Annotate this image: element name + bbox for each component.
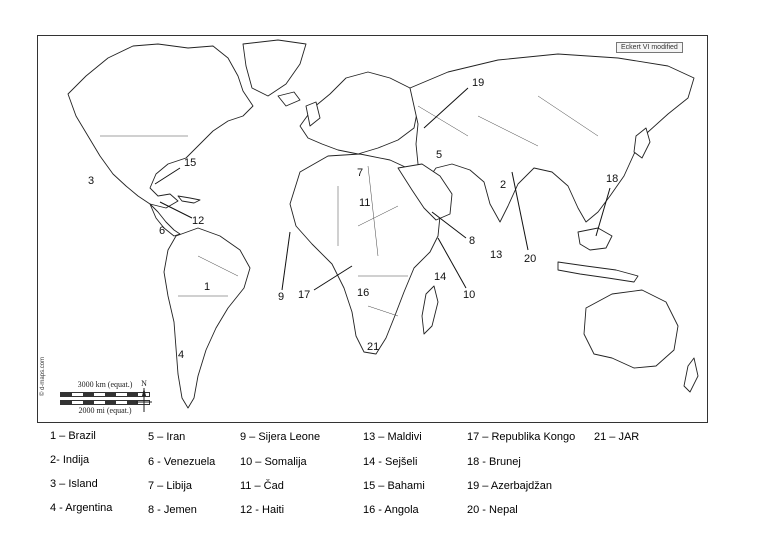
legend-item: 5 – Iran <box>148 431 186 443</box>
legend-item: 9 – Sijera Leone <box>240 431 321 443</box>
legend-item: 7 – Libija <box>148 480 193 492</box>
marker-15: 15 <box>184 157 197 169</box>
arrow-17 <box>314 266 352 290</box>
marker-4: 4 <box>178 349 185 361</box>
arrow-19 <box>424 88 468 128</box>
marker-12: 12 <box>192 215 205 227</box>
legend-item: 17 – Republika Kongo <box>467 431 576 443</box>
map-credit: © d-maps.com <box>40 356 46 396</box>
legend-item: 12 - Haiti <box>240 504 285 516</box>
marker-11: 11 <box>359 197 371 209</box>
legend-item: 18 - Brunej <box>467 456 521 468</box>
arrow-20 <box>512 172 528 250</box>
marker-10: 10 <box>463 289 476 301</box>
scale-mi-label: 2000 mi (equat.) <box>78 406 132 415</box>
legend-item: 10 – Somalija <box>240 456 307 468</box>
legend-item: 2- Indija <box>50 454 90 466</box>
legend-item: 11 – Čad <box>240 480 284 492</box>
legend-item: 16 - Angola <box>363 504 419 516</box>
marker-18: 18 <box>606 173 619 185</box>
marker-8: 8 <box>469 235 476 247</box>
arrow-9 <box>282 232 290 290</box>
legend-item: 20 - Nepal <box>467 504 518 516</box>
marker-19: 19 <box>472 77 485 89</box>
arrow-18 <box>596 188 610 236</box>
marker-1: 1 <box>204 281 211 293</box>
scale-km-label: 3000 km (equat.) <box>77 380 133 389</box>
marker-21: 21 <box>367 341 380 353</box>
legend-item: 1 – Brazil <box>50 430 96 442</box>
legend-item: 13 – Maldivi <box>363 431 422 443</box>
projection-badge: Eckert VI modified <box>616 42 683 53</box>
arrow-8 <box>432 212 466 238</box>
legend-item: 14 - Sejšeli <box>363 456 418 468</box>
marker-7: 7 <box>357 167 364 179</box>
legend-item: 19 – Azerbajdžan <box>467 480 553 492</box>
marker-3: 3 <box>88 175 95 187</box>
marker-14: 14 <box>434 271 447 283</box>
legend-item: 8 - Jemen <box>148 504 197 516</box>
compass-north-label: N <box>141 379 147 388</box>
marker-17: 17 <box>298 289 311 301</box>
legend-item: 15 – Bahami <box>363 480 425 492</box>
marker-2: 2 <box>500 179 507 191</box>
legend-item: 21 – JAR <box>594 431 640 443</box>
marker-13: 13 <box>490 249 503 261</box>
legend-item: 3 – Island <box>50 478 98 490</box>
marker-9: 9 <box>278 291 285 303</box>
arrow-12 <box>160 202 192 218</box>
arrow-15 <box>155 168 180 184</box>
legend-item: 6 - Venezuela <box>148 456 216 468</box>
legend-item: 4 - Argentina <box>50 502 113 514</box>
marker-20: 20 <box>524 253 537 265</box>
marker-5: 5 <box>436 149 443 161</box>
marker-16: 16 <box>357 287 370 299</box>
marker-6: 6 <box>159 225 166 237</box>
